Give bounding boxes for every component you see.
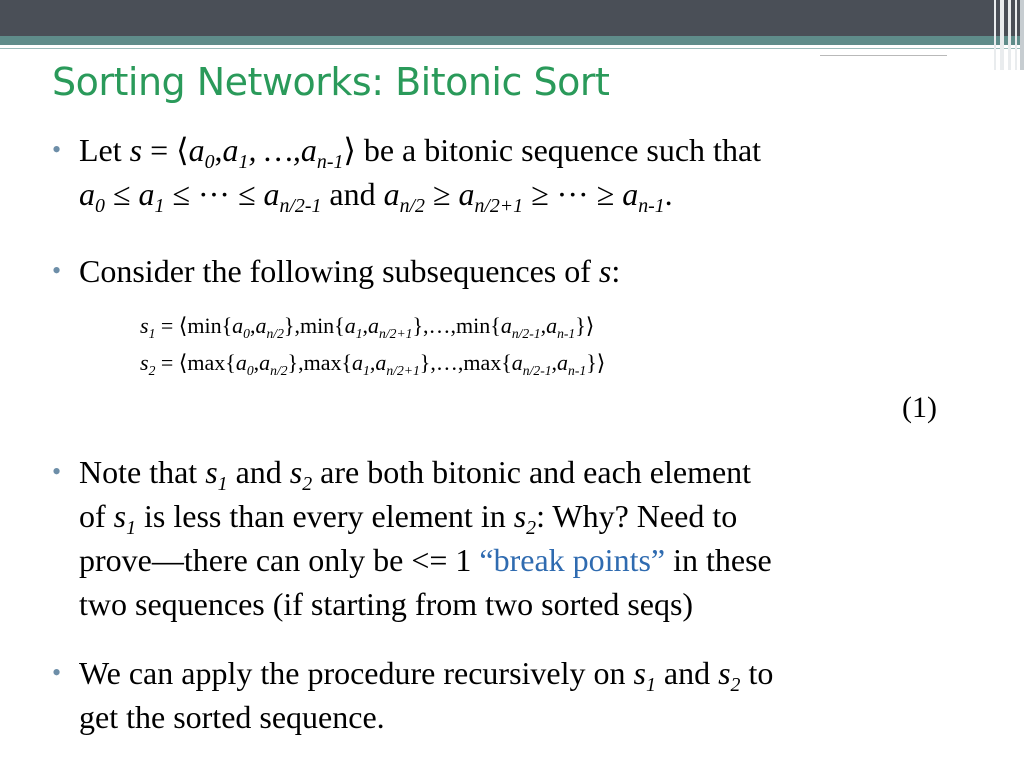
equation-number: (1) [902, 391, 937, 424]
bullet-line [79, 450, 751, 494]
bullet-marker: • [52, 135, 62, 164]
text-run: , [253, 350, 260, 375]
text-run: and [655, 655, 719, 691]
text-run: a [383, 176, 400, 212]
bullet-item [52, 128, 979, 220]
text-run: },…,max{ [419, 350, 512, 375]
text-run: a [263, 176, 280, 212]
text-run: prove—there can only be <= 1 [79, 542, 480, 578]
text-run: n-1 [638, 194, 665, 217]
text-run: },max{ [287, 350, 353, 375]
text-run: a [79, 176, 95, 212]
text-run: a [368, 313, 380, 338]
text-run: s [129, 132, 143, 168]
text-run: 1 [363, 362, 370, 378]
text-run: = ⟨ [142, 132, 189, 168]
text-run: ≥ [424, 176, 459, 212]
text-run: a [235, 350, 247, 375]
text-run: Consider the following subsequences of [79, 253, 599, 289]
break-points-link[interactable]: “break points” [479, 542, 666, 578]
text-run: are both bitonic and each element [312, 454, 752, 490]
text-run: 0 [243, 325, 250, 341]
text-run: n-1 [557, 325, 576, 341]
text-run: 0 [246, 362, 254, 378]
text-run: s [140, 350, 149, 375]
equation-s2 [140, 348, 605, 378]
bullet-line [79, 172, 673, 216]
text-run: , [249, 313, 256, 338]
text-run: s [205, 454, 218, 490]
text-run: n/2 [399, 194, 425, 217]
text-run: ≥ ··· ≥ [523, 176, 623, 212]
text-run: 1 [217, 472, 228, 495]
text-run: },…,min{ [412, 313, 501, 338]
text-run: ⟩ be a bitonic sequence such that [343, 132, 762, 168]
text-run: 0 [204, 150, 215, 173]
bullet-line [79, 128, 761, 172]
text-run: , [369, 350, 376, 375]
text-run: 2 [148, 362, 156, 378]
bullet-marker: • [52, 658, 62, 687]
text-run: to [740, 655, 774, 691]
text-run: , [540, 313, 547, 338]
text-run: n/2-1 [279, 194, 322, 217]
text-run: , [551, 350, 558, 375]
text-run: s [113, 498, 127, 534]
bullet-marker: • [52, 457, 62, 486]
text-run: n/2 [270, 362, 288, 378]
text-run: : Why? Need to [536, 498, 738, 534]
bullet-item [52, 249, 979, 295]
text-run: : [611, 253, 621, 289]
text-run: . [664, 176, 673, 212]
text-run: }⟩ [575, 313, 595, 338]
text-run: 2 [302, 472, 313, 495]
text-run: a [232, 313, 244, 338]
text-run: a [622, 176, 639, 212]
bullet-line [79, 538, 772, 582]
text-run: 2 [730, 673, 741, 696]
text-run: n/2 [266, 325, 284, 341]
text-run: a [511, 350, 523, 375]
text-run: ≤ ··· ≤ [164, 176, 264, 212]
text-run: a [458, 176, 475, 212]
text-run: a [352, 350, 364, 375]
bullet-line [79, 651, 773, 695]
text-run: n/2-1 [511, 325, 541, 341]
text-run: in these [665, 542, 772, 578]
text-run: a [546, 313, 558, 338]
equation-s1 [140, 311, 594, 341]
text-run: 1 [126, 516, 137, 539]
text-run: of [79, 498, 114, 534]
slide-title: Sorting Networks: Bitonic Sort [52, 60, 610, 104]
text-run: 1 [645, 673, 656, 696]
text-run: , …, [248, 132, 301, 168]
text-run: n/2+1 [386, 362, 420, 378]
text-run: 1 [154, 194, 165, 217]
text-run: a [259, 350, 271, 375]
text-run: s [718, 655, 731, 691]
text-run: a [344, 313, 356, 338]
text-run: },min{ [283, 313, 345, 338]
text-run: Note that [79, 454, 206, 490]
text-run: a [188, 132, 205, 168]
text-run: 1 [148, 325, 156, 341]
text-run: = ⟨max{ [155, 350, 236, 375]
text-run: Let [79, 132, 130, 168]
text-run: n/2+1 [379, 325, 413, 341]
bullet-item [52, 450, 979, 630]
bullet-line [79, 695, 385, 739]
text-run: 2 [526, 516, 537, 539]
text-run: s [140, 313, 149, 338]
text-run: ≤ [104, 176, 139, 212]
text-run: We can apply the procedure recursively on [79, 655, 634, 691]
bullet-line [79, 582, 693, 626]
bullet-line [79, 249, 620, 293]
text-run: = ⟨min{ [155, 313, 233, 338]
text-run: a [500, 313, 512, 338]
text-run: a [375, 350, 387, 375]
text-run: and [321, 176, 384, 212]
text-run: }⟩ [586, 350, 606, 375]
text-run: n/2-1 [522, 362, 552, 378]
text-run: s [598, 253, 612, 289]
text-run: , [214, 132, 223, 168]
text-run: a [557, 350, 569, 375]
text-run: , [362, 313, 369, 338]
bullet-line [79, 494, 737, 538]
text-run: n-1 [316, 150, 344, 173]
text-run: two sequences (if starting from two sorted seqs) [79, 586, 694, 622]
bullet-marker: • [52, 256, 62, 285]
text-run: a [255, 313, 267, 338]
text-run: a [138, 176, 155, 212]
text-run: is less than every element in [136, 498, 514, 534]
text-run: get the sorted sequence. [79, 699, 385, 735]
text-run: s [289, 454, 303, 490]
bullet-item [52, 651, 999, 743]
text-run: 1 [355, 325, 363, 341]
text-run: s [633, 655, 646, 691]
text-run: 0 [95, 194, 105, 217]
text-run: a [222, 132, 239, 168]
text-run: n/2+1 [474, 194, 524, 217]
text-run: n-1 [568, 362, 587, 378]
text-run: and [227, 454, 290, 490]
text-run: 1 [238, 150, 249, 173]
text-run: a [300, 132, 317, 168]
text-run: s [513, 498, 527, 534]
